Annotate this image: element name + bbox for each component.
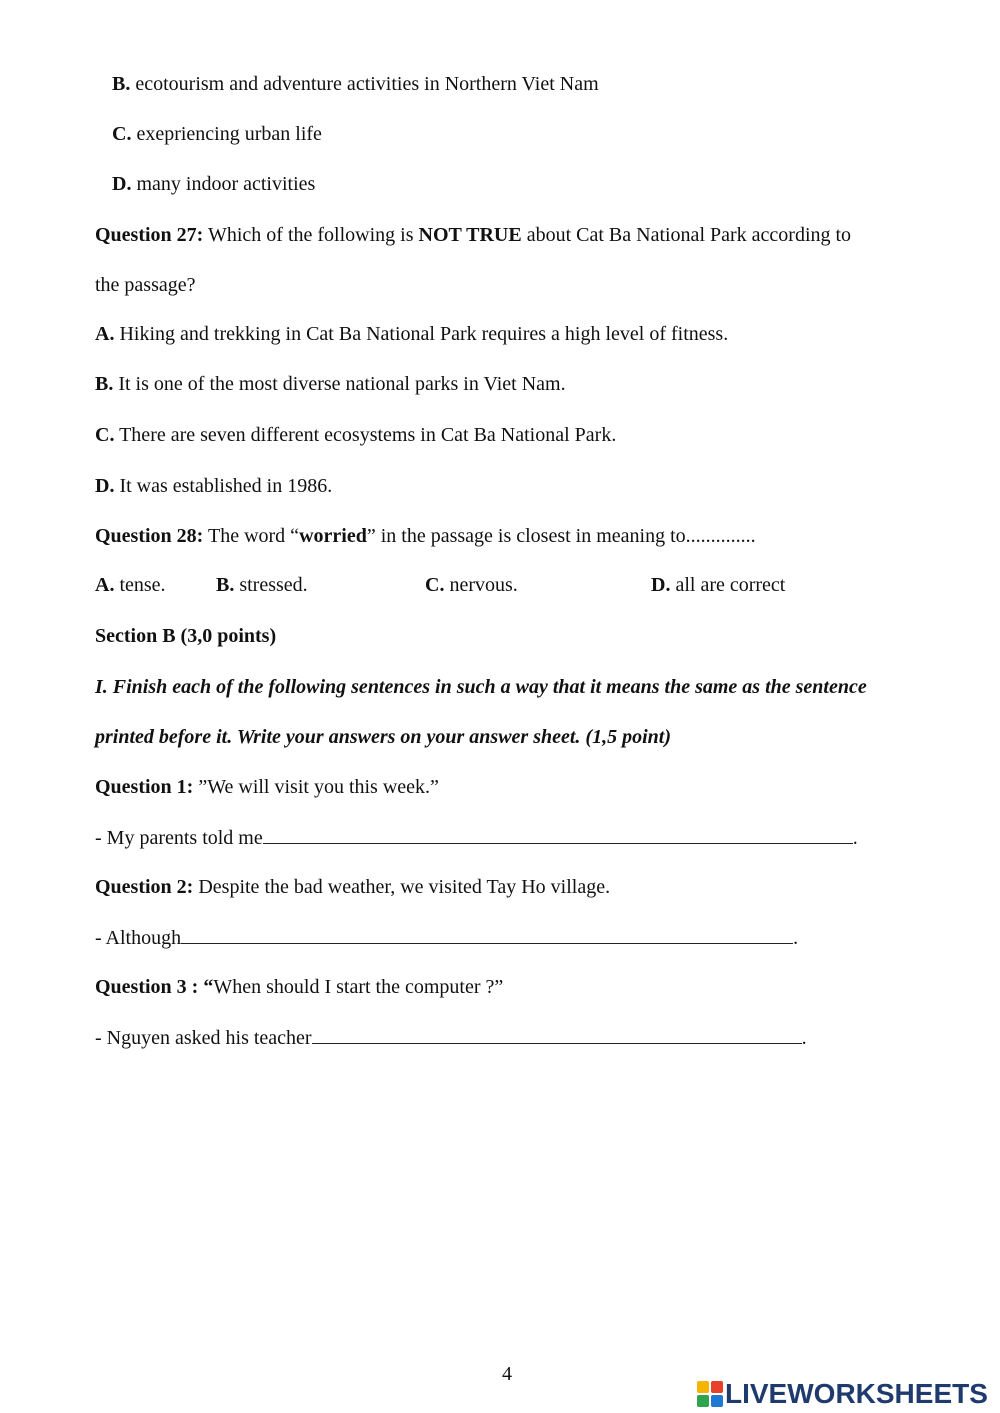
q27-option-a	[95, 322, 728, 346]
q27-option-c	[95, 423, 616, 447]
end-period: .	[801, 1027, 807, 1049]
option-label: B.	[95, 373, 114, 395]
option-label: B.	[112, 73, 131, 95]
rewrite-q3-answer	[95, 1025, 807, 1050]
option-label: C.	[425, 574, 445, 596]
option-text: It is one of the most diverse national parks in Viet Nam.	[118, 373, 566, 395]
option-label: A.	[95, 574, 115, 596]
option-label: D.	[651, 574, 671, 596]
rewrite-q2-answer	[95, 925, 798, 950]
rewrite-q3-prompt	[95, 975, 503, 999]
q27-option-b	[95, 372, 566, 396]
option-text: tense.	[119, 574, 166, 596]
question-text: about Cat Ba National Park according to	[526, 224, 852, 246]
question-text: ” in the passage is closest in meaning to..............	[366, 525, 756, 547]
logo-square	[697, 1395, 709, 1407]
answer-blank[interactable]	[312, 1025, 802, 1044]
question-label: Question 3 : “	[95, 976, 214, 998]
option-text: It was established in 1986.	[119, 475, 333, 497]
option-text: There are seven different ecosystems in Cat Ba National Park.	[119, 424, 617, 446]
page-number: 4	[502, 1363, 512, 1385]
q26-option-b	[112, 72, 599, 96]
question-text: the passage?	[95, 274, 196, 296]
answer-stem: - Nguyen asked his teacher	[95, 1027, 312, 1049]
option-text: ecotourism and adventure activities in Northern Viet Nam	[135, 73, 599, 95]
answer-stem: - Although	[95, 927, 182, 949]
question-text: When should I start the computer ?”	[213, 976, 504, 998]
q27-stem-continued	[95, 273, 196, 297]
option-label: C.	[95, 424, 115, 446]
q27-stem	[95, 223, 851, 247]
end-period: .	[793, 927, 799, 949]
end-period: .	[852, 827, 858, 849]
question-emphasis: NOT TRUE	[418, 224, 522, 246]
answer-blank[interactable]	[263, 825, 853, 844]
question-emphasis: worried	[299, 525, 367, 547]
q26-option-c	[112, 122, 322, 146]
q28-stem	[95, 524, 756, 548]
logo-square	[711, 1395, 723, 1407]
question-label: Question 1:	[95, 776, 194, 798]
rewrite-q2-prompt	[95, 875, 610, 899]
rewrite-q1-prompt	[95, 775, 439, 799]
liveworksheets-brand	[697, 1378, 988, 1410]
option-text: Hiking and trekking in Cat Ba National Park requires a high level of fitness.	[119, 323, 729, 345]
option-text: stressed.	[239, 574, 308, 596]
liveworksheets-logo-icon	[697, 1381, 723, 1407]
question-label: Question 2:	[95, 876, 194, 898]
q28-option-a	[95, 573, 166, 597]
answer-stem: - My parents told me	[95, 827, 263, 849]
logo-square	[711, 1381, 723, 1393]
answer-blank[interactable]	[181, 925, 793, 944]
question-label: Question 28:	[95, 525, 204, 547]
brand-text: LIVEWORKSHEETS	[725, 1378, 988, 1409]
option-label: C.	[112, 123, 132, 145]
question-text: ”We will visit you this week.”	[198, 776, 439, 798]
q26-option-d	[112, 172, 315, 196]
question-text: Which of the following is	[207, 224, 414, 246]
option-text: exepriencing urban life	[136, 123, 322, 145]
question-label: Question 27:	[95, 224, 204, 246]
section-b-title	[95, 624, 276, 648]
section-b-instruction-line1: I. Finish each of the following sentences in such a way that it means the same as the sentence	[95, 676, 867, 698]
section-b-instruction-line2: printed before it. Write your answers on your answer sheet. (1,5 point)	[95, 726, 671, 748]
option-text: nervous.	[449, 574, 518, 596]
option-text: all are correct	[675, 574, 786, 596]
option-label: D.	[95, 475, 115, 497]
q28-option-c	[425, 573, 518, 597]
option-label: B.	[216, 574, 235, 596]
option-label: A.	[95, 323, 115, 345]
option-text: many indoor activities	[136, 173, 316, 195]
rewrite-q1-answer	[95, 825, 858, 850]
q27-option-d	[95, 474, 332, 498]
section-title: Section B (3,0 points)	[95, 625, 277, 647]
q28-option-d	[651, 573, 785, 597]
q28-option-b	[216, 573, 308, 597]
option-label: D.	[112, 173, 132, 195]
question-text: Despite the bad weather, we visited Tay Ho village.	[198, 876, 611, 898]
question-text: The word “	[207, 525, 300, 547]
logo-square	[697, 1381, 709, 1393]
